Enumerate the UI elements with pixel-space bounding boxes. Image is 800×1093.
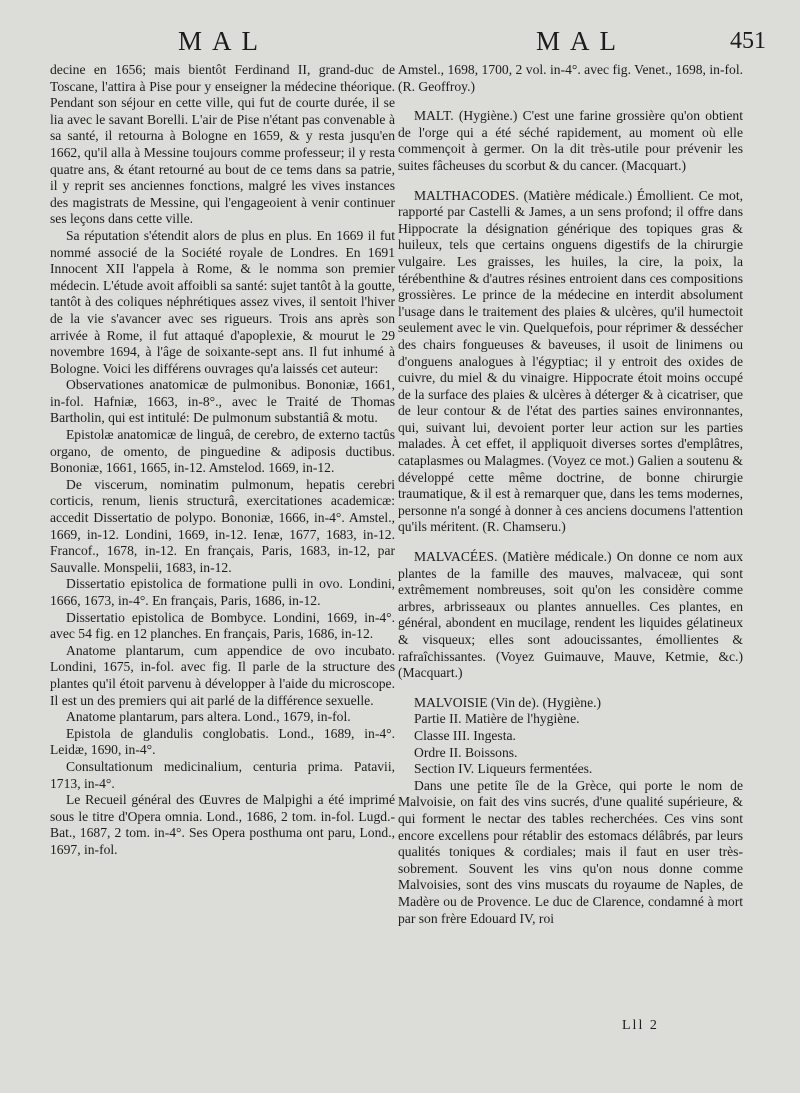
left-paragraph: decine en 1656; mais bientôt Ferdinand II, grand-duc de Toscane, l'attira à Pise pour y enseigner la médecine théorique. Pendant son séjour en cette ville, qui fut de courte durée, il se lia avec le savant Borelli. L'air de Pise n'étant pas convenable à sa santé, il retourna à Bologne en 1659, & y resta jusqu'en 1662, qu'il alla à Messine toujours comme professeur; il y resta quatre ans, & étant retourné au bout de ce tems dans sa patrie, il y reprit ses anciennes fonctions, malgré les vives instances des magistrats de Messine, qui l'engageoient à venir continuer ses leçons dans cette ville. xyxy=(50,62,395,227)
classification-line: Classe III. Ingesta. xyxy=(414,727,516,743)
left-paragraph: Anatome plantarum, cum appendice de ovo incubato. Londini, 1675, in-fol. avec fig. Il parle de la structure des plantes qu'il étoit parvenu à développer à l'aide du microscope. Il est un des premiers qui ait parlé de la différence sexuelle. xyxy=(50,642,395,708)
malvoisie-classification xyxy=(398,711,743,777)
left-paragraph: Le Recueil général des Œuvres de Malpighi a été imprimé sous le titre d'Opera omnia. Lond., 1686, 2 tom. in-fol. Lugd.-Bat., 1687, 2 tom. in-4°. Ses Opera posthuma ont paru, Lond., 1697, in-fol. xyxy=(50,792,395,857)
page-number: 451 xyxy=(730,28,766,54)
left-paragraph: Epistolæ anatomicæ de linguâ, de cerebro, de externo tactûs organo, de omento, de pinguedine & adiposis ductibus. Bononiæ, 1661, 1665, in-12. Amstelod. 1669, in-12. xyxy=(50,427,395,476)
header-right-title: MAL xyxy=(536,26,626,56)
left-paragraph: Sa réputation s'étendit alors de plus en plus. En 1669 il fut nommé associé de la Société royale de Londres. En 1691 Innocent XII l'appela à Rome, & le nomma son premier médecin. L'étude avoit affoibli sa santé: sujet tantôt à la goutte, tantôt à des coliques néphrétiques assez vives, il sentoit l'hiver de la vie s'avancer avec ses rigueurs. Trois ans après son arrivée à Rome, il fut attaqué d'apoplexie, & mourut le 29 novembre 1694, à l'âge de soixante-sept ans. Il fut inhumé à Bologne. Voici les différens ouvrages qu'a laissés cet auteur: xyxy=(50,227,395,376)
left-paragraph: Consultationum medicinalium, centuria prima. Patavii, 1713, in-4°. xyxy=(50,758,395,791)
classification-line: Ordre II. Boissons. xyxy=(414,744,518,760)
classification-line: Section IV. Liqueurs fermentées. xyxy=(414,761,593,777)
right-column xyxy=(398,62,743,927)
classification-line: Partie II. Matière de l'hygiène. xyxy=(414,711,580,727)
paragraph-gap xyxy=(398,175,743,188)
left-paragraph: Dissertatio epistolica de formatione pulli in ovo. Londini, 1666, 1673, in-4°. En français, Paris, 1686, in-12. xyxy=(50,576,395,608)
left-column xyxy=(50,62,395,859)
right-paragraph: MALT. (Hygiène.) C'est une farine grossière qu'on obtient de l'orge qui a été séché rapidement, au moment où elle commençoit à germer. On la dit très-utile pour prévenir les suites fâcheuses du scorbut & du cancer. (Macquart.) xyxy=(398,108,743,173)
paragraph-gap xyxy=(398,95,743,108)
header-left-title: MAL xyxy=(178,26,268,56)
right-column-paragraphs xyxy=(398,62,743,711)
left-paragraph: Epistola de glandulis conglobatis. Lond., 1689, in-4°. Leidæ, 1690, in-4°. xyxy=(50,725,395,758)
paragraph-gap xyxy=(398,536,743,549)
left-paragraph: Anatome plantarum, pars altera. Lond., 1679, in-fol. xyxy=(66,709,351,725)
right-paragraph: Amstel., 1698, 1700, 2 vol. in-4°. avec fig. Venet., 1698, in-fol. (R. Geoffroy.) xyxy=(398,62,743,94)
left-paragraph: Observationes anatomicæ de pulmonibus. Bononiæ, 1661, in-fol. Hafniæ, 1663, in-8°., avec le Traité de Thomas Bartholin, qui est intitulé: De pulmonum substantiâ & motu. xyxy=(50,377,395,426)
running-header xyxy=(0,26,800,60)
right-paragraph: MALVOISIE (Vin de). (Hygiène.) xyxy=(414,694,602,710)
left-paragraph: Dissertatio epistolica de Bombyce. Londini, 1669, in-4°. avec 54 fig. en 12 planches. En français, Paris, 1686, in-12. xyxy=(50,609,395,642)
left-paragraph: De viscerum, nominatim pulmonum, hepatis cerebri corticis, renum, lienis structurâ, exercitationes academicæ: accedit Dissertatio de polypo. Bononiæ, 1666, in-4°. Amstel., 1669, in-12. Londini, 1669, in-12. Ienæ, 1677, 1683, in-12. Francof., 1678, in-12. En français, Paris, 1683, in-12, par Sauvalle. Monspelii, 1683, in-12. xyxy=(50,476,395,575)
paragraph-gap xyxy=(398,682,743,695)
right-paragraph: MALTHACODES. (Matière médicale.) Émollient. Ce mot, rapporté par Castelli & James, a un sens profond; il offre dans Hippocrate la désignation générique des topiques gras & huileux, tels que certains onguens digestifs de la chirurgie vulgaire. Les graisses, les huiles, la cire, la poix, la térébenthine & d'autres résines entroient dans ces compositions grossières. Le prince de la médecine en interdit absolument l'usage dans le traitement des plaies & ulcères, qu'il humectoit seulement avec le vin. Quelquefois, pour réprimer & dessécher des chairs fongueuses & baveuses, il usoit de linimens ou d'onguens analogues à l'égyptiac; il y entroit des oxides de cuivre, du miel & du vinaigre. Hippocrate étoit moins occupé de la surface des plaies & ulcères à déterger & à cicatriser, que de leur contour & de l'état des parties saines environnantes, qui, suivant lui, devoient porter leur action sur les parties malades. À cet effet, il appliquoit diverses sortes d'emplâtres, cataplasmes ou Malagmes. (Voyez ce mot.) Galien a soutenu & développé cette même doctrine, de bonne chirurgie traumatique, & il est à remarquer que, dans les tems modernes, personne n'a songé à donner à ces anciens documens l'attention qu'ils méritent. (R. Chamseru.) xyxy=(398,187,743,535)
signature-mark: Lll 2 xyxy=(622,1018,659,1033)
right-paragraph: MALVACÉES. (Matière médicale.) On donne ce nom aux plantes de la famille des mauves, malvaceæ, qui sont extrêmement nombreuses, soit qu'on les considère comme arbres, arbrisseaux ou plantes annuelles. Ces plantes, en général, abondent en mucilage, rendent les liquides gélatineux & visqueux; elles sont adoucissantes, émollientes & rafraîchissantes. (Voyez Guimauve, Mauve, Ketmie, &c.) (Macquart.) xyxy=(398,549,743,681)
malvoisie-body: Dans une petite île de la Grèce, qui porte le nom de Malvoisie, on fait des vins sucrés, d'une qualité supérieure, & qui forment le nectar des tables recherchées. Ces vins sont encore excellens pour rétablir des estomacs délâbrés, par leurs qualités toniques & cordiales; mais il faut en user très-sobrement. Souvent les vins qu'on nous donne comme Malvoisies, sont des vins muscats du royaume de Naples, de Madère ou de Provence. Le duc de Clarence, condamné à mort par son frère Edouard IV, roi xyxy=(398,777,743,926)
